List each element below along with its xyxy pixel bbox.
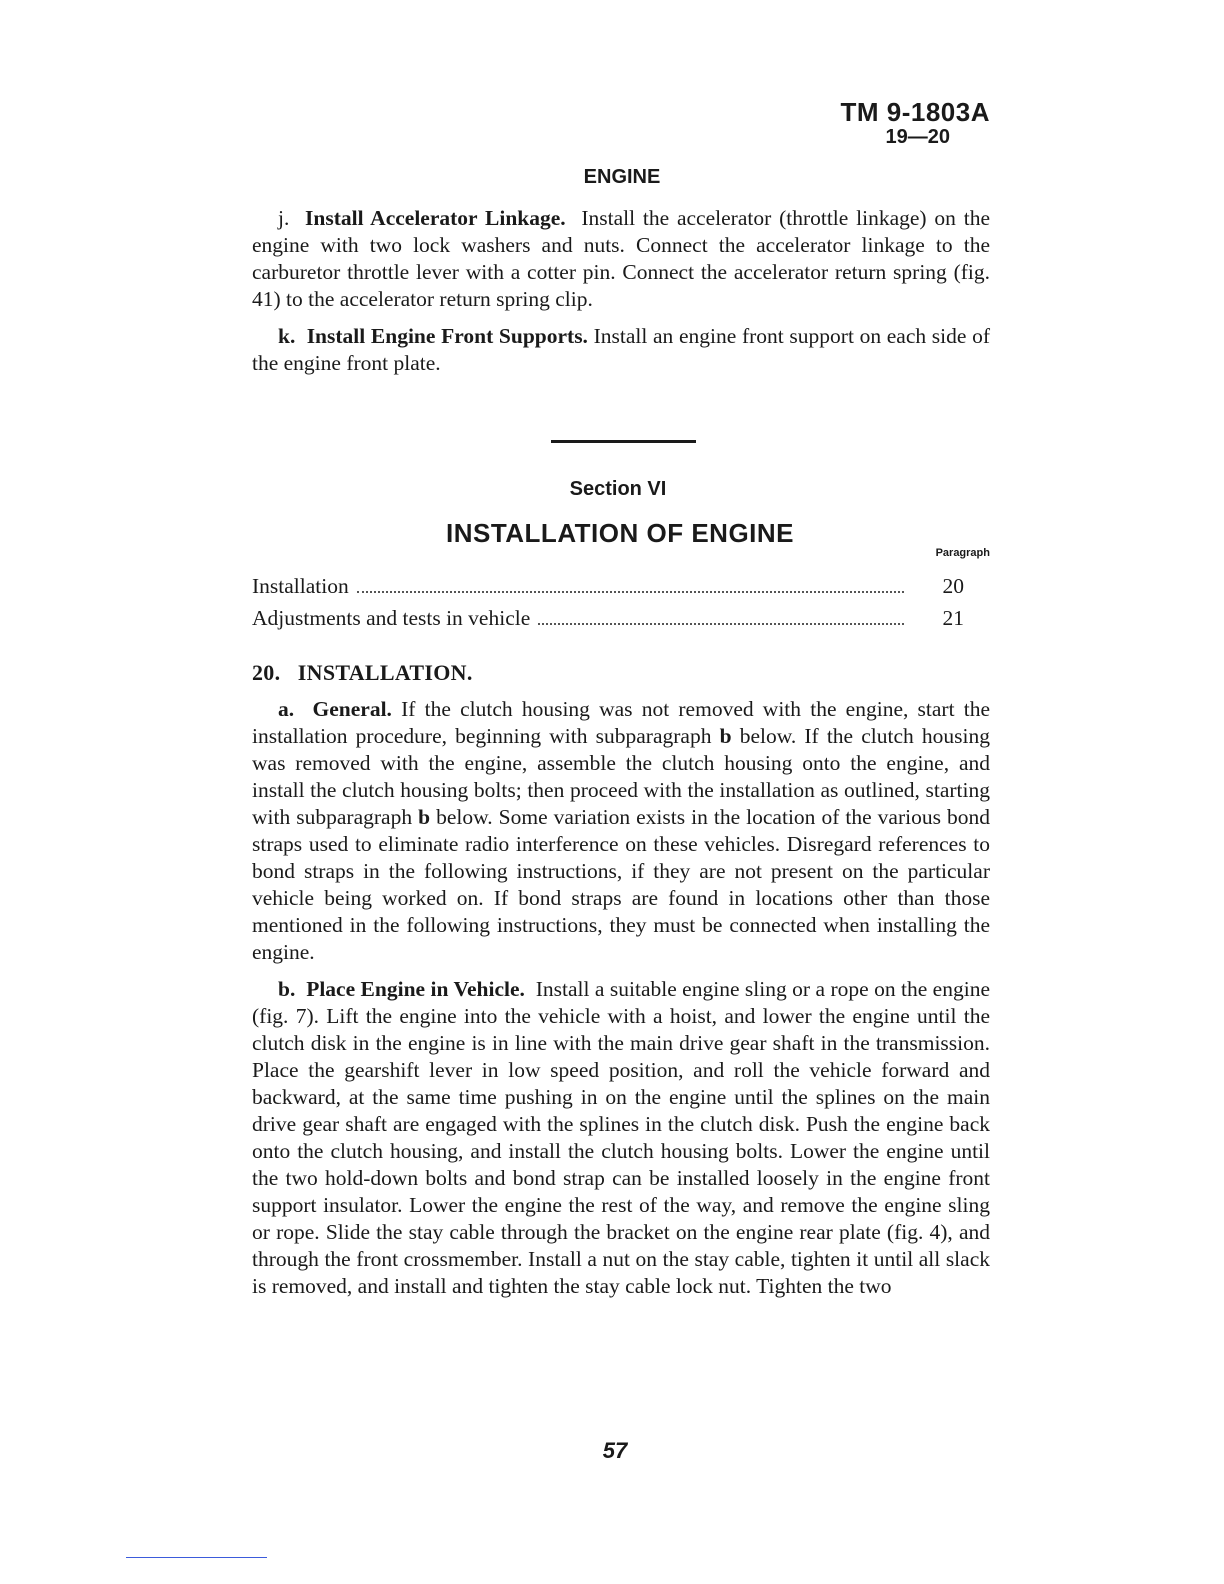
paragraph-k-title: Install Engine Front Supports.: [306, 324, 588, 348]
subparagraph-ref: b: [418, 805, 431, 829]
paragraph-a-letter: a.: [278, 697, 295, 721]
paragraph-a: [252, 696, 990, 966]
toc-entry-number: 20: [942, 574, 964, 598]
toc-entry-number: 21: [942, 606, 964, 630]
paragraph-j-title: Install Accelerator Linkage.: [305, 206, 566, 230]
toc-row: [252, 602, 964, 634]
paragraph-20-heading: 20. INSTALLATION.: [252, 660, 473, 685]
paragraph-range: 19—20: [885, 126, 950, 148]
toc-row: [252, 570, 964, 602]
section-label: Section VI: [569, 478, 667, 500]
paragraph-j: [252, 205, 990, 313]
section-title: INSTALLATION OF ENGINE: [445, 518, 795, 548]
paragraph-j-text: Install the accelerator (throttle linkage) on the engine with two lock washers and nuts. Connect the accelerator linkage to the carburetor throttle lever with a cotter pin. Connect the accelerator return spring (fig. 41) to the accelerator return spring clip.: [252, 206, 990, 311]
paragraph-a-text-3: below. Some variation exists in the location of the various bond straps used to eliminate radio interference on these vehicles. Disregard references to bond straps in the following instructions, if they are not present on the particular vehicle being worked on. If bond straps are found in locations other than those mentioned in the following instructions, they must be connected when installing the engine.: [252, 805, 990, 964]
header-block: [841, 98, 991, 148]
toc-leader: [357, 591, 904, 593]
paragraph-b: [252, 976, 990, 1300]
paragraphs-a-b: [252, 696, 990, 1300]
paragraph-j-letter: j.: [278, 206, 290, 230]
paragraph-k: [252, 323, 990, 377]
toc-leader: [538, 623, 904, 625]
footer-rule: [126, 1557, 267, 1558]
section-contents: [252, 570, 964, 634]
paragraph-a-title: General.: [312, 697, 392, 721]
toc-paragraph-heading: Paragraph: [935, 547, 990, 559]
page-number: 57: [602, 1438, 628, 1463]
toc-entry-label: Adjustments and tests in vehicle: [252, 606, 531, 630]
paragraph-a-text-1: If the clutch housing was not removed with the engine, start the installation procedure, beginning with subparagraph: [252, 697, 991, 748]
paragraph-b-letter: b.: [278, 977, 296, 1001]
paragraph-k-letter: k.: [278, 324, 296, 348]
paragraph-k-text: Install an engine front support on each side of the engine front plate.: [252, 324, 991, 375]
toc-entry-label: Installation: [252, 574, 349, 598]
paragraph-b-title: Place Engine in Vehicle.: [306, 977, 525, 1001]
section-divider: [551, 440, 696, 443]
subparagraph-ref: b: [719, 724, 732, 748]
paragraph-a-text-2: below. If the clutch housing was removed with the engine, assemble the clutch housing onto the engine, and install the clutch housing bolts; then proceed with the installation as outlined, starting with subparagraph: [252, 724, 990, 829]
paragraph-b-text: Install a suitable engine sling or a rope on the engine (fig. 7). Lift the engine into the vehicle with a hoist, and lower the engine until the clutch disk in the engine is in line with the main drive gear shaft in the transmission. Place the gearshift lever in low speed position, and roll the vehicle forward and backward, at the same time pushing in on the engine until the splines on the main drive gear shaft are engaged with the splines in the clutch disk. Push the engine back onto the clutch housing, and install the clutch housing bolts. Lower the engine until the two hold-down bolts and bond strap can be installed loosely in the engine front support insulator. Lower the engine the rest of the way, and remove the engine sling or rope. Slide the stay cable through the bracket on the engine rear plate (fig. 4), and through the front crossmember. Install a nut on the stay cable, tighten it until all slack is removed, and install and tighten the stay cable lock nut. Tighten the two: [252, 977, 990, 1298]
paragraphs-j-k: [252, 205, 990, 377]
tm-code: TM 9-1803A: [840, 97, 990, 127]
running-head: ENGINE: [583, 166, 661, 188]
